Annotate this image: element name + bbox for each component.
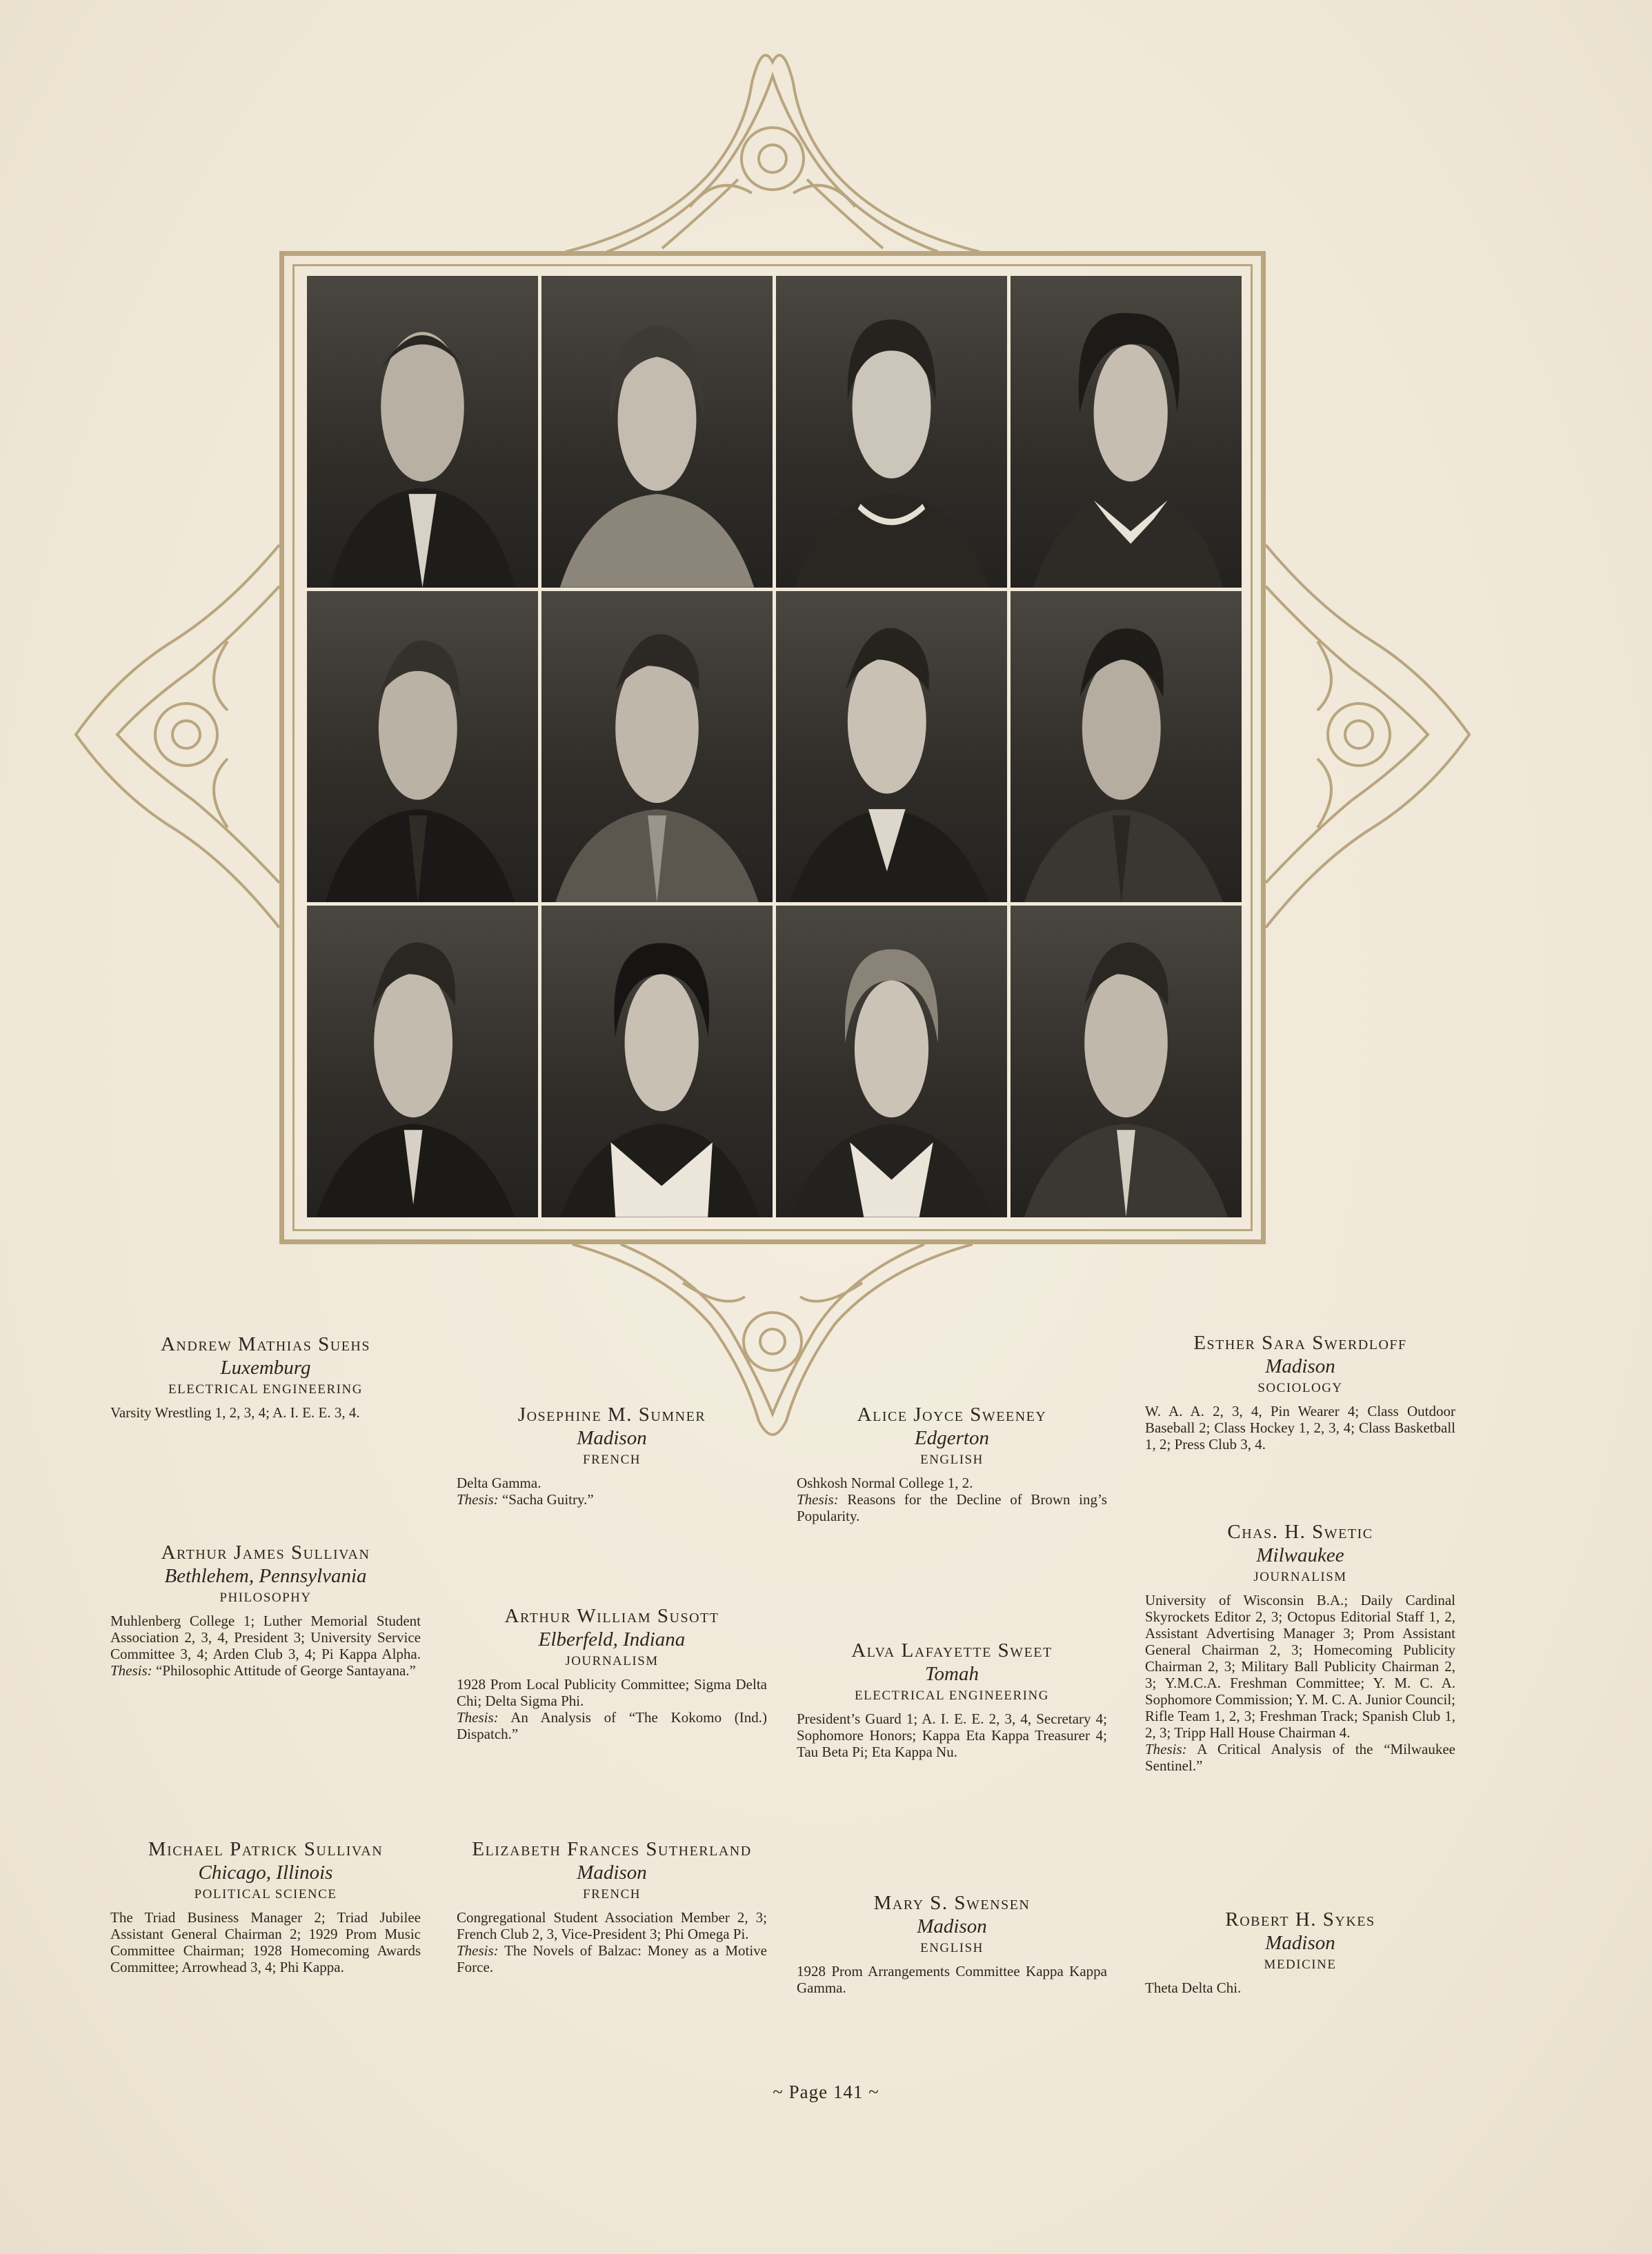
entry-name: Elizabeth Frances Sutherland (472, 1838, 752, 1860)
entry-name: Arthur William Susott (504, 1605, 719, 1627)
entry-arthur-susott (457, 1604, 767, 1742)
portrait-andrew-suehs (307, 276, 538, 588)
entry-activities (457, 1909, 767, 1975)
thesis-label: Thesis: (1145, 1741, 1187, 1757)
entry-department: FRENCH (583, 1887, 641, 1902)
entry-name: Alice Joyce Sweeney (857, 1404, 1047, 1426)
entry-esther-swerdloff (1145, 1331, 1455, 1453)
portrait-alice-sweeney (776, 276, 1007, 588)
entry-town: Madison (1265, 1932, 1335, 1954)
entry-town: Chicago, Illinois (198, 1862, 333, 1884)
thesis-text: “Sacha Guitry.” (501, 1491, 594, 1508)
entry-department: ELECTRICAL ENGINEERING (855, 1688, 1049, 1703)
entry-michael-sullivan (110, 1837, 421, 1975)
entry-department: ENGLISH (920, 1453, 984, 1467)
thesis-label: Thesis: (797, 1491, 839, 1508)
entry-name: Robert H. Sykes (1225, 1908, 1375, 1931)
entry-arthur-j-sullivan (110, 1541, 421, 1679)
thesis-text: A Critical Analysis of the “Milwaukee Sentinel.” (1145, 1741, 1455, 1774)
entry-josephine-sumner (457, 1403, 767, 1508)
activities-text: Muhlenberg College 1; Luther Memorial Student Association 2, 3, 4, President 3; University Service Committee 3, 4; Arden Club 3, 4; Pi Kappa Alpha. (110, 1613, 421, 1662)
activities-text: Oshkosh Normal College 1, 2. (797, 1475, 973, 1491)
activities-text: University of Wisconsin B.A.; Daily Cardinal Skyrockets Editor 2, 3; Octopus Editorial Staff 1, 2, Assistant Advertising Manager 3; Prom Assistant General Chairman 2, 3; Homecoming Publicity Chairman 2, 3; Military Ball Publicity Chairman 2, 3; Y.M.C.A. Freshman Committee; Y. M. C. A. Sophomore Commission; Y. M. C. A. Junior Council; Rifle Team 1, 2, 3; Freshman Track; Spanish Club 1, 2, 3; Tripp Hall House Chairman 4. (1145, 1592, 1455, 1741)
portrait-robert-sykes (1011, 906, 1242, 1217)
thesis-text: The Novels of Balzac: Money as a Motive Force. (457, 1942, 767, 1975)
entry-alva-sweet (797, 1639, 1107, 1760)
entry-activities: 1928 Prom Arrangements Committee Kappa Kappa Gamma. (797, 1963, 1107, 1996)
page-number: ~ Page 141 ~ (773, 2082, 879, 2102)
entry-town: Milwaukee (1256, 1544, 1344, 1566)
entry-department: ELECTRICAL ENGINEERING (168, 1382, 363, 1397)
entry-town: Madison (1265, 1355, 1335, 1377)
entry-department: SOCIOLOGY (1257, 1381, 1343, 1395)
thesis-label: Thesis: (457, 1491, 499, 1508)
entry-department: MEDICINE (1264, 1957, 1337, 1972)
entry-chas-swetic (1145, 1520, 1455, 1774)
entry-department: POLITICAL SCIENCE (194, 1887, 337, 1902)
entry-town: Luxemburg (220, 1357, 311, 1379)
entry-activities (797, 1475, 1107, 1524)
entry-department: PHILOSOPHY (219, 1590, 312, 1605)
entry-activities: Theta Delta Chi. (1145, 1979, 1242, 1996)
entry-name: Andrew Mathias Suehs (160, 1333, 371, 1355)
entry-elizabeth-sutherland (457, 1837, 767, 1975)
entry-town: Tomah (925, 1663, 979, 1685)
entry-town: Elberfeld, Indiana (538, 1628, 686, 1650)
entry-activities: The Triad Business Manager 2; Triad Jubilee Assistant General Chairman 2; 1929 Prom Music Committee Chairman; 1928 Homecoming Awards Committee; Arrowhead 3, 4; Phi Kappa. (110, 1909, 421, 1975)
entry-activities (1145, 1592, 1455, 1774)
entry-name: Mary S. Swensen (873, 1892, 1031, 1914)
entry-town: Madison (917, 1915, 987, 1937)
portrait-josephine-sumner (541, 276, 773, 588)
entry-name: Josephine M. Sumner (517, 1404, 706, 1426)
entry-activities: Varsity Wrestling 1, 2, 3, 4; A. I. E. E. 3, 4. (110, 1404, 360, 1421)
entry-activities: W. A. A. 2, 3, 4, Pin Wearer 4; Class Outdoor Baseball 2; Class Hockey 1, 2, 3, 4; Class Basketball 1, 2; Press Club 3, 4. (1145, 1403, 1455, 1453)
entry-town: Edgerton (915, 1427, 989, 1449)
entry-andrew-suehs (110, 1333, 421, 1421)
portrait-elizabeth-sutherland (541, 906, 773, 1217)
entry-department: JOURNALISM (1253, 1570, 1347, 1584)
entry-activities (110, 1613, 421, 1679)
portrait-mary-swensen (776, 906, 1007, 1217)
entry-alice-sweeney (797, 1403, 1107, 1524)
portrait-grid (307, 276, 1242, 1217)
entry-activities (457, 1676, 767, 1742)
entry-department: FRENCH (583, 1453, 641, 1467)
entry-name: Esther Sara Swerdloff (1193, 1332, 1407, 1354)
entry-activities (457, 1475, 767, 1508)
portrait-michael-sullivan (307, 906, 538, 1217)
thesis-text: “Philosophic Attitude of George Santayana.” (155, 1662, 416, 1679)
thesis-label: Thesis: (110, 1662, 152, 1679)
portrait-arthur-susott (541, 591, 773, 903)
activities-text: 1928 Prom Local Publicity Committee; Sigma Delta Chi; Delta Sigma Phi. (457, 1676, 767, 1709)
entry-name: Arthur James Sullivan (161, 1542, 370, 1564)
entry-name: Alva Lafayette Sweet (851, 1639, 1053, 1662)
activities-text: Delta Gamma. (457, 1475, 541, 1491)
entry-name: Chas. H. Swetic (1227, 1521, 1373, 1543)
thesis-text: An Analysis of “The Kokomo (Ind.) Dispatch.” (457, 1709, 768, 1742)
entry-mary-swensen (797, 1891, 1107, 1996)
portrait-esther-swerdloff (1011, 276, 1242, 588)
entry-name: Michael Patrick Sullivan (148, 1838, 384, 1860)
thesis-label: Thesis: (457, 1709, 499, 1726)
entry-robert-sykes (1145, 1908, 1455, 1996)
entry-town: Madison (577, 1427, 647, 1449)
entry-activities: President’s Guard 1; A. I. E. E. 2, 3, 4, Secretary 4; Sophomore Honors; Kappa Eta Kappa Treasurer 4; Tau Beta Pi; Eta Kappa Nu. (797, 1711, 1107, 1760)
thesis-text: Reasons for the Decline of Brown ing’s Popularity. (797, 1491, 1107, 1524)
entry-department: JOURNALISM (565, 1654, 659, 1668)
portrait-alva-sweet (776, 591, 1007, 903)
portrait-arthur-j-sullivan (307, 591, 538, 903)
entry-town: Bethlehem, Pennsylvania (164, 1565, 367, 1587)
portrait-chas-swetic (1011, 591, 1242, 903)
thesis-label: Thesis: (457, 1942, 499, 1959)
entry-town: Madison (577, 1862, 647, 1884)
entry-department: ENGLISH (920, 1941, 984, 1955)
activities-text: Congregational Student Association Member 2, 3; French Club 2, 3, Vice-President 3; Phi Omega Pi. (457, 1909, 767, 1942)
